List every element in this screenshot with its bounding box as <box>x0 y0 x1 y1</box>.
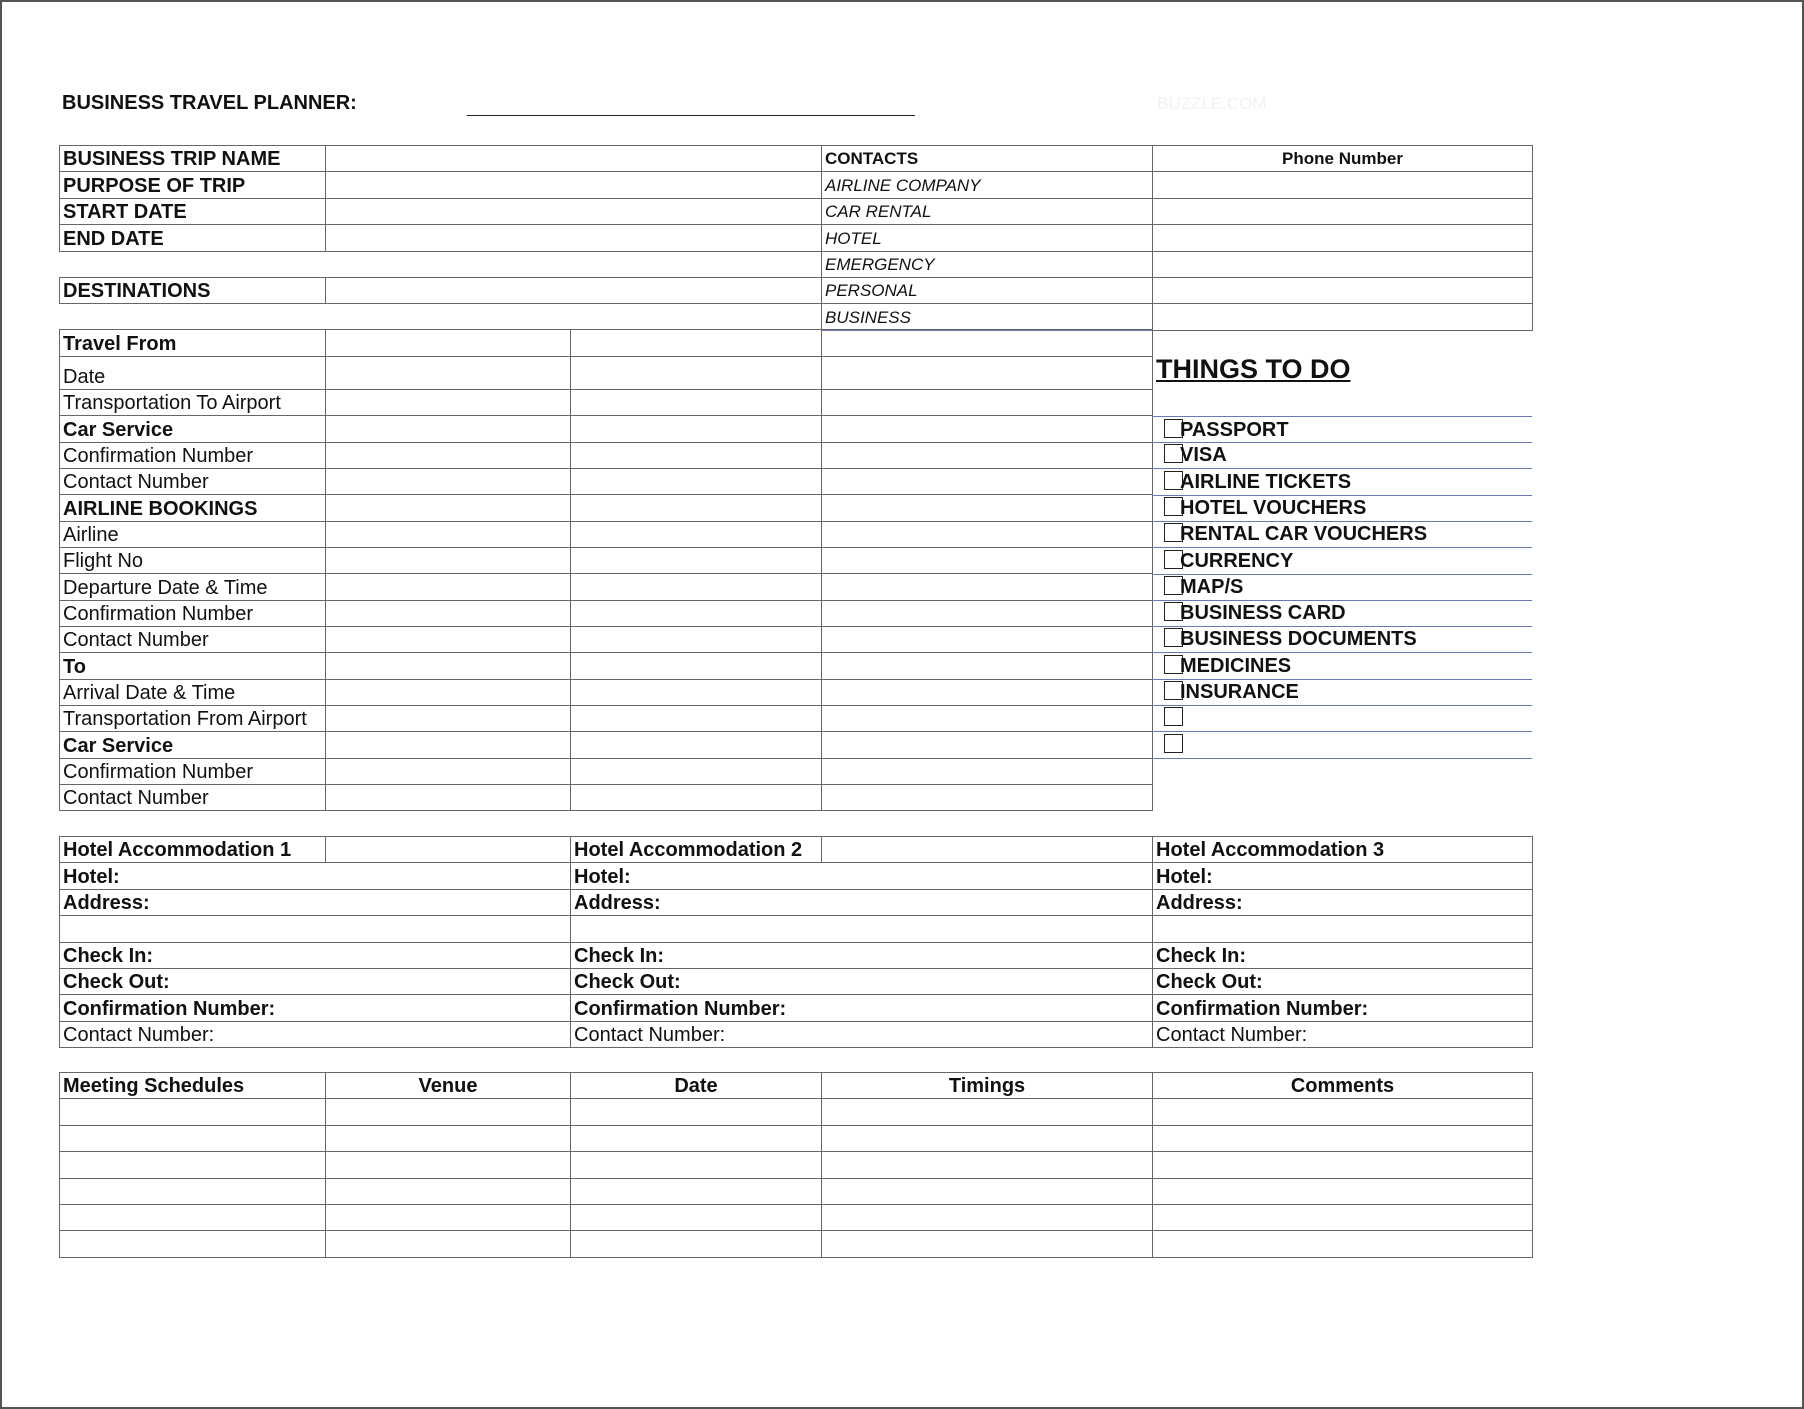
travel-field[interactable] <box>325 521 571 548</box>
trip-info-field[interactable] <box>325 145 822 172</box>
contact-label: PERSONAL <box>821 277 1153 304</box>
hotel-3-row: Confirmation Number: <box>1152 994 1533 1022</box>
todo-item-label: HOTEL VOUCHERS <box>1180 497 1367 519</box>
contact-label: EMERGENCY <box>821 251 1153 278</box>
travel-row-label: Confirmation Number <box>59 600 326 627</box>
title-underline <box>467 115 915 116</box>
travel-field[interactable] <box>325 329 571 357</box>
meeting-field[interactable] <box>570 1230 822 1258</box>
contact-phone-field[interactable] <box>1152 171 1533 199</box>
travel-field[interactable] <box>325 415 571 443</box>
travel-field[interactable] <box>821 329 1153 357</box>
destinations-field[interactable] <box>325 277 822 304</box>
contact-label: CAR RENTAL <box>821 198 1153 225</box>
travel-field[interactable] <box>821 731 1153 759</box>
travel-field[interactable] <box>325 705 571 732</box>
hotel-2-row: Check In: <box>570 942 1153 969</box>
travel-field[interactable] <box>325 679 571 706</box>
watermark: BUZZLE.COM <box>1157 94 1267 113</box>
hotel-2-header: Hotel Accommodation 2 <box>570 836 822 863</box>
travel-field[interactable] <box>325 784 571 811</box>
todo-item <box>1152 732 1532 759</box>
travel-field[interactable] <box>821 442 1153 469</box>
todo-item-label: AIRLINE TICKETS <box>1180 471 1352 493</box>
travel-field[interactable] <box>821 415 1153 443</box>
todo-item <box>1152 705 1532 732</box>
meeting-field[interactable] <box>821 1151 1153 1179</box>
meeting-field[interactable] <box>325 1125 571 1152</box>
travel-field[interactable] <box>821 573 1153 601</box>
todo-item-label: BUSINESS CARD <box>1180 602 1346 624</box>
destinations-label: DESTINATIONS <box>59 277 326 304</box>
hotel-1-row: Contact Number: <box>59 1021 571 1048</box>
todo-item <box>1152 495 1532 522</box>
travel-field[interactable] <box>570 679 822 706</box>
contact-label: AIRLINE COMPANY <box>821 171 1153 199</box>
todo-item <box>1152 626 1532 653</box>
trip-info-field[interactable] <box>325 198 822 225</box>
travel-field[interactable] <box>325 731 571 759</box>
todo-item-label: VISA <box>1180 444 1227 466</box>
contact-phone-field[interactable] <box>1152 224 1533 252</box>
travel-field[interactable] <box>821 600 1153 627</box>
meeting-field[interactable] <box>325 1230 571 1258</box>
travel-row-label: Car Service <box>59 415 326 443</box>
todo-item-label: BUSINESS DOCUMENTS <box>1180 628 1417 650</box>
contact-phone-field[interactable] <box>1152 277 1533 304</box>
todo-item <box>1152 416 1532 443</box>
meeting-field[interactable] <box>325 1178 571 1205</box>
travel-row-label: Flight No <box>59 547 326 574</box>
hotel-2-row <box>570 915 1153 943</box>
hotel-1-row: Check In: <box>59 942 571 969</box>
travel-row-label: To <box>59 652 326 680</box>
travel-field[interactable] <box>325 573 571 601</box>
travel-field[interactable] <box>570 415 822 443</box>
travel-field[interactable] <box>570 521 822 548</box>
travel-row-label: Car Service <box>59 731 326 759</box>
contacts-header: CONTACTS <box>821 145 1153 172</box>
travel-field[interactable] <box>570 784 822 811</box>
travel-field[interactable] <box>570 731 822 759</box>
todo-item-label: INSURANCE <box>1180 681 1299 703</box>
travel-field[interactable] <box>570 626 822 653</box>
hotel-2-row: Confirmation Number: <box>570 994 1153 1022</box>
meeting-field[interactable] <box>1152 1178 1533 1205</box>
contact-label: BUSINESS <box>821 303 1153 331</box>
meeting-field[interactable] <box>821 1204 1153 1231</box>
travel-row-label: Arrival Date & Time <box>59 679 326 706</box>
travel-field[interactable] <box>821 356 1153 390</box>
meeting-field[interactable] <box>59 1098 326 1126</box>
meeting-field[interactable] <box>570 1125 822 1152</box>
travel-field[interactable] <box>325 547 571 574</box>
travel-field[interactable] <box>570 356 822 390</box>
trip-info-field[interactable] <box>325 224 822 252</box>
travel-field[interactable] <box>570 758 822 785</box>
contact-phone-field[interactable] <box>1152 303 1533 331</box>
travel-field[interactable] <box>570 600 822 627</box>
todo-item <box>1152 679 1532 706</box>
hotel-3-row: Address: <box>1152 889 1533 916</box>
meeting-field[interactable] <box>59 1125 326 1152</box>
travel-field[interactable] <box>821 758 1153 785</box>
trip-info-label: PURPOSE OF TRIP <box>59 171 326 199</box>
page-title: BUSINESS TRAVEL PLANNER: <box>62 92 357 114</box>
travel-field[interactable] <box>821 389 1153 416</box>
travel-row-label: Airline <box>59 521 326 548</box>
meeting-field[interactable] <box>570 1204 822 1231</box>
todo-item <box>1152 653 1532 680</box>
todo-item-label: MEDICINES <box>1180 655 1292 677</box>
travel-row-label: Transportation From Airport <box>59 705 326 732</box>
todo-item <box>1152 469 1532 496</box>
travel-field[interactable] <box>821 784 1153 811</box>
travel-field[interactable] <box>570 389 822 416</box>
meeting-field[interactable] <box>821 1125 1153 1152</box>
travel-row-label: Travel From <box>59 329 326 357</box>
travel-field[interactable] <box>570 468 822 495</box>
travel-row-label: Contact Number <box>59 468 326 495</box>
contact-label: HOTEL <box>821 224 1153 252</box>
meeting-field[interactable] <box>59 1178 326 1205</box>
todo-item-label: PASSPORT <box>1180 419 1289 441</box>
travel-field[interactable] <box>325 600 571 627</box>
trip-info-label: BUSINESS TRIP NAME <box>59 145 326 172</box>
travel-field[interactable] <box>325 442 571 469</box>
hotel-3-row: Check In: <box>1152 942 1533 969</box>
travel-field[interactable] <box>325 389 571 416</box>
hotel-3-header: Hotel Accommodation 3 <box>1152 836 1533 863</box>
todo-item <box>1152 548 1532 575</box>
hotel-1-header-field[interactable] <box>325 836 571 863</box>
meeting-field[interactable] <box>821 1098 1153 1126</box>
travel-row-label: Confirmation Number <box>59 758 326 785</box>
meeting-field[interactable] <box>821 1178 1153 1205</box>
meeting-field[interactable] <box>325 1204 571 1231</box>
todo-item <box>1152 600 1532 627</box>
travel-field[interactable] <box>821 521 1153 548</box>
checkbox-icon[interactable] <box>1164 734 1183 753</box>
hotel-1-row: Confirmation Number: <box>59 994 571 1022</box>
travel-field[interactable] <box>570 705 822 732</box>
phone-number-header: Phone Number <box>1152 145 1533 172</box>
travel-field[interactable] <box>821 705 1153 732</box>
hotel-3-row: Check Out: <box>1152 968 1533 995</box>
hotel-2-row: Hotel: <box>570 862 1153 890</box>
meeting-field[interactable] <box>59 1230 326 1258</box>
things-to-do-title: THINGS TO DO <box>1156 354 1351 384</box>
meeting-field[interactable] <box>570 1178 822 1205</box>
meeting-header: Comments <box>1152 1072 1533 1099</box>
meeting-field[interactable] <box>59 1204 326 1231</box>
trip-info-field[interactable] <box>325 171 822 199</box>
todo-item-label: MAP/S <box>1180 576 1244 598</box>
travel-row-label: Transportation To Airport <box>59 389 326 416</box>
travel-row-label: Confirmation Number <box>59 442 326 469</box>
hotel-2-row: Check Out: <box>570 968 1153 995</box>
hotel-3-row <box>1152 915 1533 943</box>
travel-field[interactable] <box>570 652 822 680</box>
trip-info-label: START DATE <box>59 198 326 225</box>
hotel-1-row: Check Out: <box>59 968 571 995</box>
travel-field[interactable] <box>570 442 822 469</box>
travel-field[interactable] <box>570 494 822 522</box>
meeting-field[interactable] <box>821 1230 1153 1258</box>
todo-item <box>1152 574 1532 601</box>
hotel-1-row: Address: <box>59 889 571 916</box>
meeting-field[interactable] <box>59 1151 326 1179</box>
travel-field[interactable] <box>325 626 571 653</box>
meeting-header: Date <box>570 1072 822 1099</box>
meeting-field[interactable] <box>1152 1204 1533 1231</box>
checkbox-icon[interactable] <box>1164 707 1183 726</box>
travel-field[interactable] <box>325 758 571 785</box>
hotel-1-row <box>59 915 571 943</box>
todo-item-label: CURRENCY <box>1180 550 1294 572</box>
todo-item <box>1152 442 1532 469</box>
hotel-1-row: Hotel: <box>59 862 571 890</box>
todo-item-label: RENTAL CAR VOUCHERS <box>1180 523 1428 545</box>
hotel-3-row: Contact Number: <box>1152 1021 1533 1048</box>
contact-phone-field[interactable] <box>1152 198 1533 225</box>
travel-field[interactable] <box>821 494 1153 522</box>
meeting-field[interactable] <box>325 1151 571 1179</box>
meeting-header: Timings <box>821 1072 1153 1099</box>
travel-row-label: Contact Number <box>59 626 326 653</box>
travel-row-label: Date <box>59 356 326 390</box>
todo-item <box>1152 521 1532 548</box>
travel-field[interactable] <box>325 468 571 495</box>
travel-field[interactable] <box>570 329 822 357</box>
meeting-field[interactable] <box>1152 1125 1533 1152</box>
hotel-2-header-field[interactable] <box>821 836 1153 863</box>
travel-row-label: Departure Date & Time <box>59 573 326 601</box>
contact-phone-field[interactable] <box>1152 251 1533 278</box>
travel-field[interactable] <box>821 679 1153 706</box>
travel-field[interactable] <box>821 547 1153 574</box>
meeting-field[interactable] <box>570 1098 822 1126</box>
hotel-3-row: Hotel: <box>1152 862 1533 890</box>
hotel-2-row: Address: <box>570 889 1153 916</box>
meeting-field[interactable] <box>570 1151 822 1179</box>
travel-field[interactable] <box>570 573 822 601</box>
meeting-field[interactable] <box>1152 1098 1533 1126</box>
meeting-field[interactable] <box>1152 1230 1533 1258</box>
travel-field[interactable] <box>821 652 1153 680</box>
travel-field[interactable] <box>570 547 822 574</box>
travel-field[interactable] <box>821 626 1153 653</box>
travel-field[interactable] <box>821 468 1153 495</box>
meeting-header: Venue <box>325 1072 571 1099</box>
hotel-2-row: Contact Number: <box>570 1021 1153 1048</box>
travel-field[interactable] <box>325 494 571 522</box>
trip-info-label: END DATE <box>59 224 326 252</box>
travel-row-label: AIRLINE BOOKINGS <box>59 494 326 522</box>
hotel-1-header: Hotel Accommodation 1 <box>59 836 326 863</box>
meeting-header: Meeting Schedules <box>59 1072 326 1099</box>
meeting-field[interactable] <box>1152 1151 1533 1179</box>
travel-field[interactable] <box>325 356 571 390</box>
travel-field[interactable] <box>325 652 571 680</box>
meeting-field[interactable] <box>325 1098 571 1126</box>
travel-row-label: Contact Number <box>59 784 326 811</box>
